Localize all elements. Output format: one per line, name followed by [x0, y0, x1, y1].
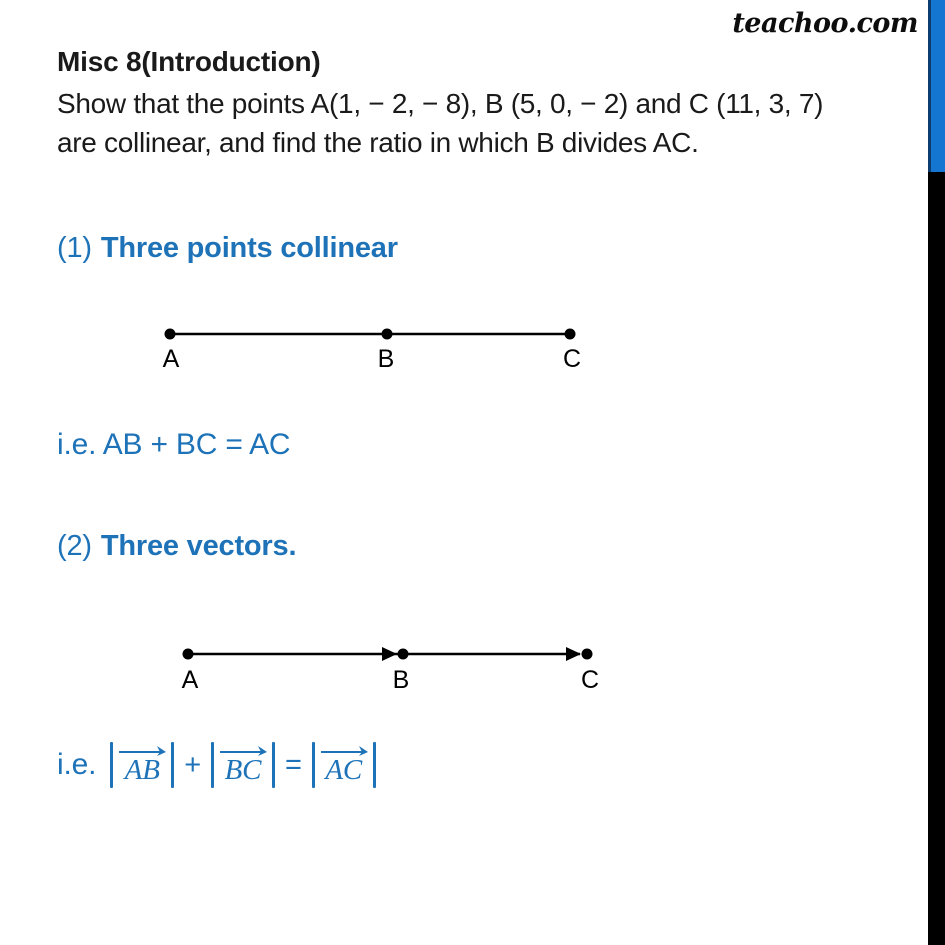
vector-term-ab	[110, 742, 174, 788]
point-label-b: B	[392, 666, 410, 694]
point-label-c: C	[580, 666, 600, 694]
vector-letters: AC	[325, 754, 363, 787]
vector-letters: BC	[224, 754, 262, 787]
problem-line-1: Show that the points A(1, − 2, − 8), B (5, 0, − 2) and C (11, 3, 7)	[57, 88, 824, 119]
rail-black-segment	[928, 172, 945, 945]
point-label-c: C	[562, 345, 582, 373]
vector-equation	[57, 742, 376, 788]
point-dot-a	[183, 649, 194, 660]
page-title: Misc 8(Introduction)	[57, 46, 321, 77]
problem-statement	[57, 84, 823, 162]
vector-term-ac	[312, 742, 376, 788]
vector-term-bc	[211, 742, 275, 788]
norm-bar	[171, 742, 174, 788]
scalar-equation: i.e. AB + BC = AC	[57, 428, 291, 461]
point-label-a: A	[162, 345, 180, 373]
ie-prefix: i.e.	[57, 748, 97, 781]
point-dot-a	[165, 329, 176, 340]
section-1-number: (1)	[57, 232, 92, 264]
norm-bar	[272, 742, 275, 788]
point-dot-c	[582, 649, 593, 660]
point-label-b: B	[377, 345, 395, 373]
vectors-diagram	[170, 642, 610, 700]
section-1-heading	[57, 232, 398, 265]
vector-bc	[214, 744, 272, 785]
vector-ab	[113, 744, 171, 785]
point-dot-b	[382, 329, 393, 340]
norm-bar	[373, 742, 376, 788]
section-2-number: (2)	[57, 530, 92, 562]
vector-arrowhead-c-icon	[566, 647, 581, 661]
side-rail	[928, 0, 945, 945]
vector-ac	[315, 744, 373, 785]
vector-arrowhead-b-icon	[382, 647, 397, 661]
section-2-title: Three vectors.	[100, 530, 297, 562]
point-dot-b	[398, 649, 409, 660]
vector-letters: AB	[124, 754, 160, 787]
operator-plus: +	[184, 748, 201, 781]
teachoo-logo: teachoo.com	[732, 8, 918, 39]
problem-line-2: are collinear, and find the ratio in which B divides AC.	[57, 127, 699, 158]
point-label-a: A	[181, 666, 199, 694]
operator-equals: =	[284, 748, 302, 781]
point-dot-c	[565, 329, 576, 340]
rail-blue-segment	[928, 0, 945, 172]
collinear-points-diagram	[150, 322, 590, 380]
section-2-heading	[57, 530, 296, 563]
section-1-title: Three points collinear	[100, 232, 398, 264]
